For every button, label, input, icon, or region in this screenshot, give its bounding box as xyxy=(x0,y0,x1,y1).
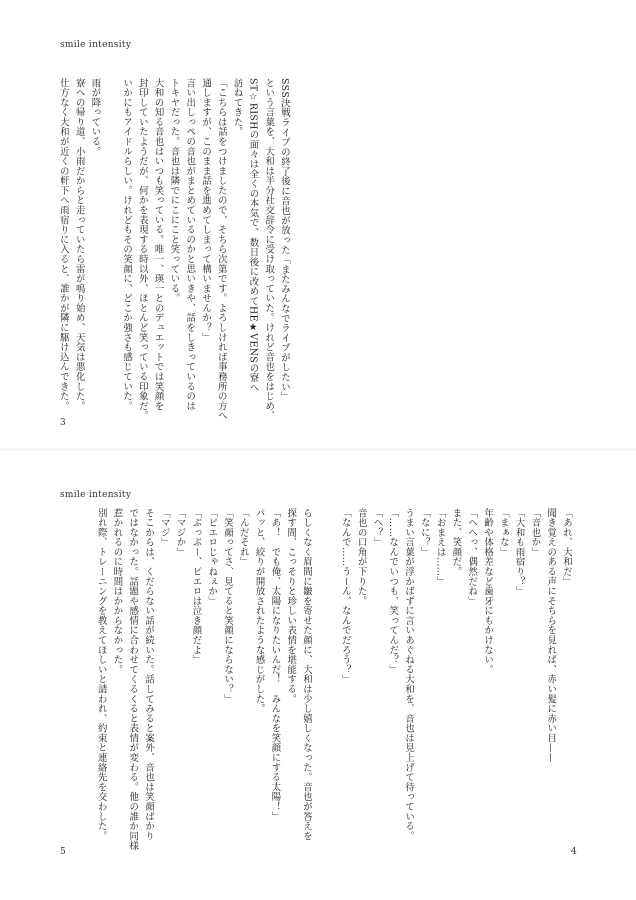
page-number: 5 xyxy=(60,847,66,857)
page-number: 3 xyxy=(60,418,66,428)
running-header: smile intensity xyxy=(60,490,132,500)
page-number: 4 xyxy=(571,847,577,857)
page-5-body-text: らしくなく眉間に皺を寄せた顔に、大和は少し嬉しくなった。音也が答えを 探す間、こっそりと珍しい表情を堪能する。 「あ！ でも俺、太陽になりたいんだ！ みんなを笑顔にする太陽！」 パッと、絞りが開放されたような感じがした。 「んだそれ」 「笑顔ってさ、見てると笑顔にならない？」 「ピエロじゃねぇか」 「ぶっぶー、ピエロは泣き顔だよ」 「マジか」 「マジ」 そこからは、くだらない話が続いた。話してみると案外、音也は笑顔ばかり ではなかった。話題や感情に合わせてくるくると表情が変わる。他の誰か同様 惹かれるのに時間はかからなかった。 別れ際、トレーニングを教えてほしいと請われ、約束と連絡先を交わした。 xyxy=(95,508,312,851)
page-spread-4-5 xyxy=(0,450,636,900)
page-4-body-text: 「あれ、大和だ」 聞き覚えのある声にそちらを見れば、赤い髪に赤い目—— 「音也か」 「大和も雨宿り？」 「まぁな」 年齢や体格差など歯牙にもかけない。 「へへっ、偶然だね」 また、笑顔だ。 「おまえは……」 「なに？」 うまい言葉が浮かばずに言いあぐねる大和を、音也は見上げて待っている。 「……なんでいつも、笑ってんだ？」 「へ？」 音也の口角が下りた。 「なんで……うーん、なんでだろう？」 xyxy=(339,508,572,841)
running-header: smile intensity xyxy=(60,40,132,50)
page-3-body-text: SSS決戦ライブの終了後に音也が放った「またみんなでライブがしたい」 という言葉を、大和は半分社交辞令に受け取っていた。けれど音也をはじめ、 ST☆RISHの面々は全くの本気で、数日後に改めてHE★VENSの寮へ 訪ねてきた。 「こちらは話をつけましたので、そちら次第です。よろしければ事務所の方へ 通しますが、このまま話を進めてしまって構いませんか？」 言い出しっぺの音也がまとめているのかと思いきや、話をしきっているのは トキヤだった。音也は隣でにこにこと笑っている。 大和の知る音也はいつも笑っている。唯一、瑛一とのデュエットでは笑顔を 封印していたようだが、何かを表現する時以外、ほとんど笑っている印象だ。 いかにもアイドルらしい。けれどもその笑顔に、どこか強さも感じていた。 雨が降っている。 寮への帰り道、小雨だからと走っていたら雷が鳴り始め、天気は悪化した。 仕方なく大和が近くの軒下へ雨宿りに入ると、誰かが隣に駆け込んできた。 xyxy=(57,78,290,421)
